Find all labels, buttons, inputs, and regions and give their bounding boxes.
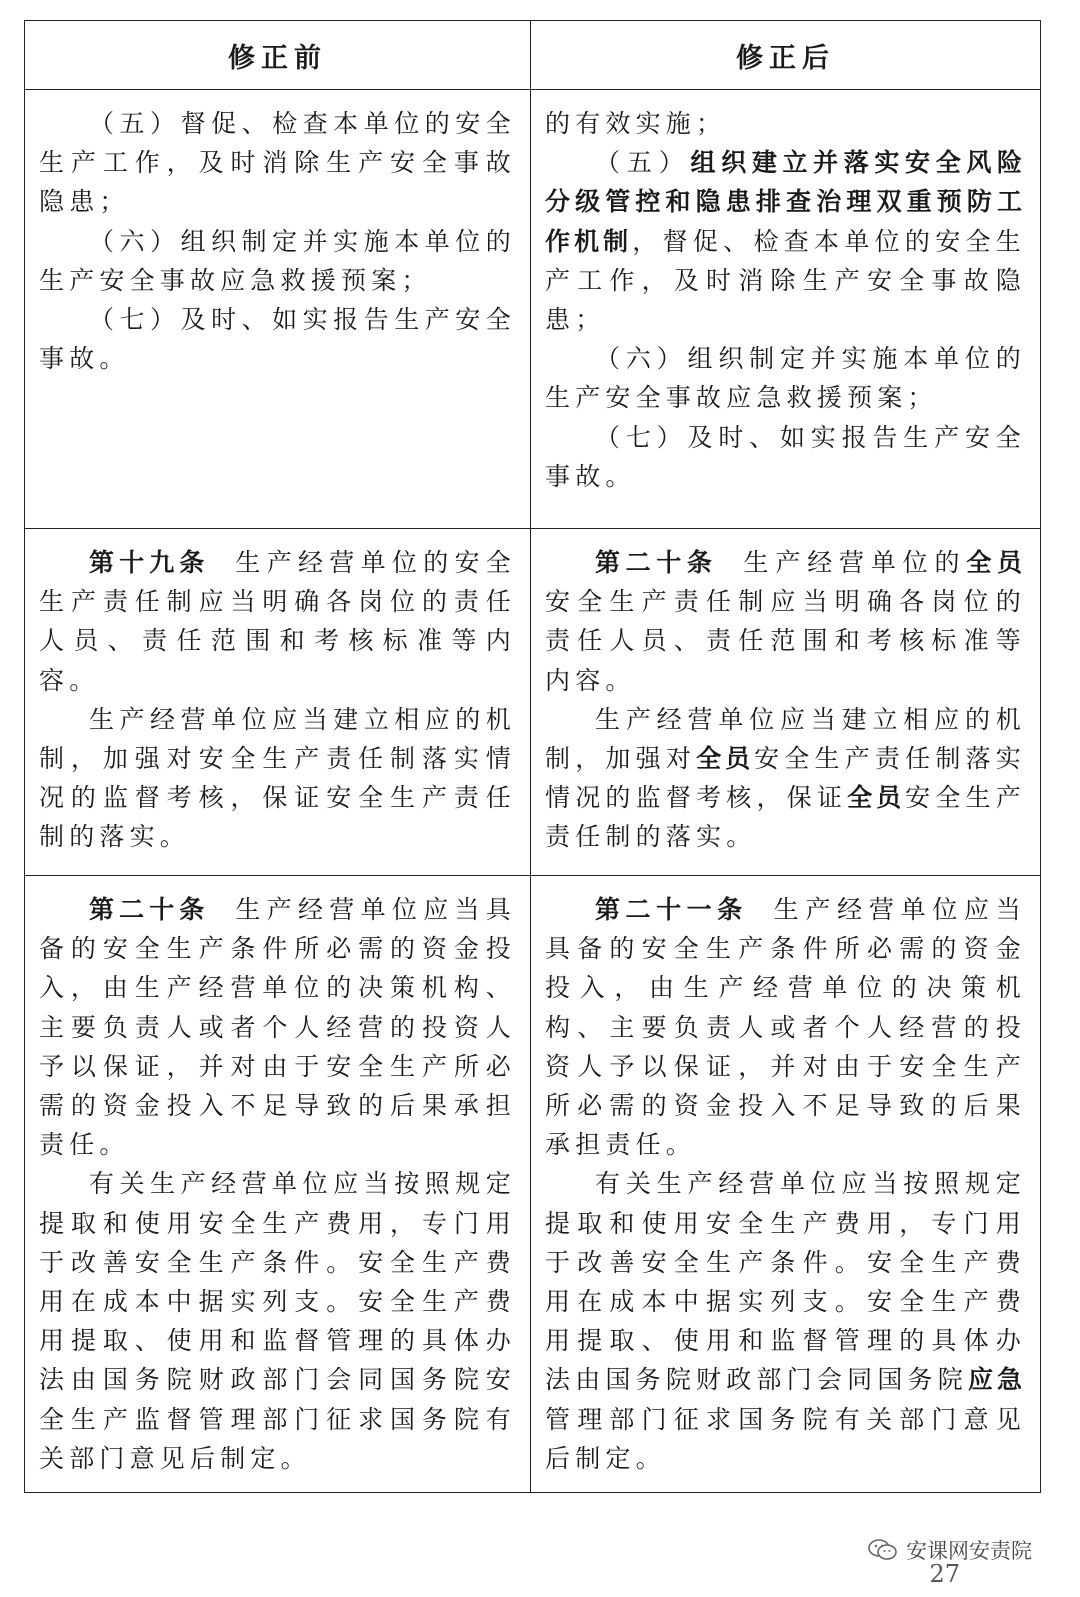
- text-segment: 有关生产经营单位应当按照规定提取和使用安全生产费用，专门用于改善安全生产条件。安全生产费用在成本中据实列支。安全生产费用提取、使用和监督管理的具体办法由国务院财政部门会同国务院安全生产监督管理部门征求国务院有关部门意见后制定。: [39, 1169, 516, 1473]
- article-number: 第十九条: [89, 548, 210, 577]
- text-segment: 生产经营单位应当具备的安全生产条件所必需的资金投入，由生产经营单位的决策机构、主要负责人或者个人经营的投资人予以保证，并对由于安全生产所必需的资金投入不足导致的后果承担责任。: [39, 895, 516, 1160]
- article-number: 第二十条: [89, 895, 210, 924]
- cell-after: [531, 90, 1041, 529]
- paragraph: [545, 104, 1026, 143]
- paragraph: [545, 339, 1026, 417]
- cell-before: [25, 876, 531, 1493]
- highlighted-text: 组织建立并落实安全风险分级管控和隐患排查治理双重预防工作机制: [545, 148, 1026, 256]
- highlighted-text: 全员: [966, 548, 1026, 577]
- header-after: 修正后: [531, 21, 1041, 90]
- cell-before: [25, 529, 531, 876]
- text-segment: 有关生产经营单位应当按照规定提取和使用安全生产费用，专门用于改善安全生产条件。安全生产费用在成本中据实列支。安全生产费用提取、使用和监督管理的具体办法由国务院财政部门会同国务院: [545, 1169, 1026, 1395]
- paragraph: [545, 700, 1026, 857]
- text-segment: （六）组织制定并实施本单位的生产安全事故应急救援预案；: [545, 344, 1026, 413]
- page-number: 27: [929, 1560, 960, 1588]
- text-segment: （六）组织制定并实施本单位的生产安全事故应急救援预案；: [39, 226, 516, 295]
- paragraph: [39, 1164, 516, 1478]
- wechat-icon: [868, 1538, 898, 1562]
- text-segment: 生产经营单位应当建立相应的机制，加强对安全生产责任制落实情况的监督考核，保证安全生产责任制的落实。: [39, 704, 516, 852]
- comparison-table: [24, 20, 1041, 1493]
- text-segment: 管理部门征求国务院有关部门意见后制定。: [545, 1404, 1026, 1473]
- highlighted-text: 全员: [696, 744, 755, 774]
- highlighted-text: 应急: [967, 1365, 1026, 1395]
- text-segment: （五）: [595, 148, 691, 178]
- text-segment: （七）及时、如实报告生产安全事故。: [545, 422, 1026, 491]
- text-segment: ，督促、检查本单位的安全生产工作，及时消除生产安全事故隐患；: [545, 226, 1026, 335]
- text-segment: 生产经营单位应当具备的安全生产条件所必需的资金投入，由生产经营单位的决策机构、主要负责人或者个人经营的投资人予以保证，并对由于安全生产所必需的资金投入不足导致的后果承担责任。: [545, 895, 1026, 1160]
- paragraph: [39, 700, 516, 857]
- paragraph: [39, 222, 516, 300]
- table-row: [25, 529, 1041, 876]
- header-before: 修正前: [25, 21, 531, 90]
- text-segment: （五）督促、检查本单位的安全生产工作，及时消除生产安全事故隐患；: [39, 109, 516, 217]
- article-number: 第二十条: [595, 548, 718, 577]
- watermark-text: 安课网安责院: [906, 1539, 1032, 1563]
- paragraph: [545, 543, 1026, 700]
- cell-after: [531, 876, 1041, 1493]
- text-segment: 安全生产责任制应当明确各岗位的责任人员、责任范围和考核标准等内容。: [545, 587, 1026, 695]
- text-segment: 安全生产责任制落实情况的监督考核，保证: [545, 744, 1026, 813]
- cell-before: [25, 90, 531, 529]
- text-segment: 安全生产责任制的落实。: [545, 783, 1026, 852]
- paragraph: [545, 890, 1026, 1164]
- text-segment: 生产经营单位的: [743, 548, 967, 577]
- text-segment: 生产经营单位应当建立相应的机制，加强对: [545, 704, 1026, 774]
- paragraph: [545, 1164, 1026, 1478]
- paragraph: [39, 300, 516, 378]
- paragraph: [39, 543, 516, 700]
- text-segment: （七）及时、如实报告生产安全事故。: [39, 305, 516, 374]
- text-segment: 的有效实施；: [545, 109, 727, 138]
- paragraph: [545, 418, 1026, 496]
- paragraph: [545, 143, 1026, 339]
- highlighted-text: 全员: [847, 783, 906, 813]
- paragraph: [39, 104, 516, 222]
- cell-after: [531, 529, 1041, 876]
- text-segment: 生产经营单位的安全生产责任制应当明确各岗位的责任人员、责任范围和考核标准等内容。: [39, 548, 516, 695]
- table-row: [25, 876, 1041, 1493]
- paragraph: [39, 890, 516, 1164]
- table-row: [25, 90, 1041, 529]
- article-number: 第二十一条: [595, 895, 748, 924]
- table-header-row: [25, 21, 1041, 90]
